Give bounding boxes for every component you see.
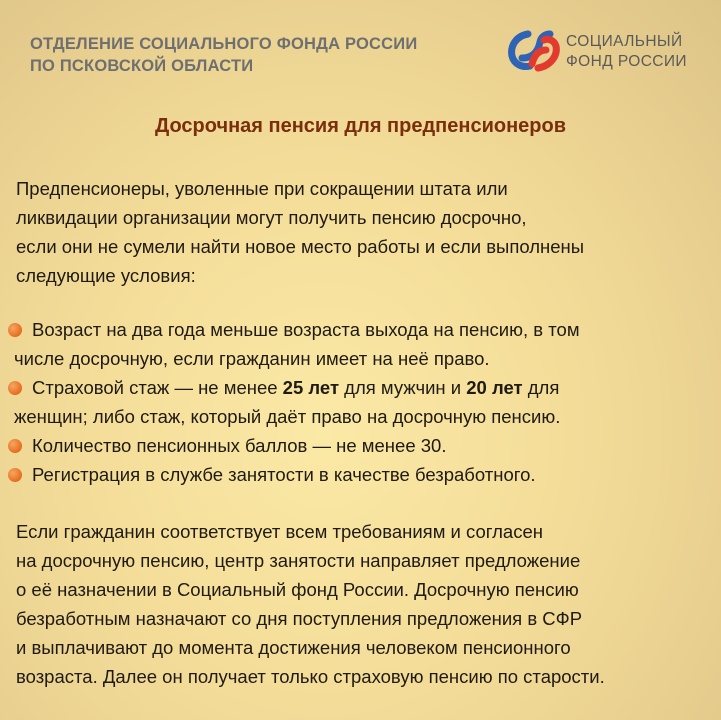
condition-text: Количество пенсионных баллов — не менее 30. bbox=[32, 435, 447, 456]
intro-line: ликвидации организации могут получить пенсию досрочно, bbox=[16, 207, 527, 228]
bullet-dot-icon bbox=[8, 439, 22, 453]
condition-text: женщин; либо стаж, который даёт право на досрочную пенсию. bbox=[14, 406, 561, 427]
bullet-dot-icon bbox=[8, 323, 22, 337]
bullet-dot-icon bbox=[8, 381, 22, 395]
list-item bbox=[8, 315, 713, 373]
intro-line: следующие условия: bbox=[16, 265, 196, 286]
org-name-line1: ОТДЕЛЕНИЕ СОЦИАЛЬНОГО ФОНДА РОССИИ bbox=[30, 35, 418, 53]
page-title: Досрочная пенсия для предпенсионеров bbox=[154, 115, 567, 137]
outro-line: возраста. Далее он получает только страховую пенсию по старости. bbox=[16, 666, 605, 687]
conditions-list bbox=[8, 315, 713, 489]
men-years: 25 лет bbox=[282, 377, 340, 398]
condition-text: для bbox=[522, 377, 560, 398]
outro-paragraph bbox=[16, 517, 716, 691]
intro-line: если они не сумели найти новое место работы и если выполнены bbox=[16, 236, 585, 257]
outro-line: о её назначении в Социальный фонд России. Досрочную пенсию bbox=[16, 579, 579, 600]
outro-line: Если гражданин соответствует всем требованиям и согласен bbox=[16, 521, 543, 542]
logo-text-line2: ФОНД РОССИИ bbox=[566, 53, 687, 70]
list-item bbox=[8, 373, 713, 431]
outro-line: на досрочную пенсию, центр занятости направляет предложение bbox=[16, 550, 581, 571]
org-name-line2: ПО ПСКОВСКОЙ ОБЛАСТИ bbox=[30, 57, 254, 75]
condition-text: Регистрация в службе занятости в качестве безработного. bbox=[32, 464, 536, 485]
outro-line: безработным назначают со дня поступления предложения в СФР bbox=[16, 608, 583, 629]
sfr-logo-icon bbox=[508, 28, 564, 74]
logo-text-line1: СОЦИАЛЬНЫЙ bbox=[566, 33, 683, 50]
outro-line: и выплачивают до момента достижения человеком пенсионного bbox=[16, 637, 571, 658]
condition-text: для мужчин и bbox=[339, 377, 467, 398]
bullet-dot-icon bbox=[8, 468, 22, 482]
intro-line: Предпенсионеры, уволенные при сокращении штата или bbox=[16, 178, 508, 199]
org-name bbox=[30, 33, 417, 77]
condition-text: Возраст на два года меньше возраста выхода на пенсию, в том bbox=[32, 319, 580, 340]
intro-paragraph bbox=[16, 174, 716, 290]
sfr-logo bbox=[508, 28, 708, 78]
list-item bbox=[8, 460, 713, 489]
women-years: 20 лет bbox=[466, 377, 523, 398]
list-item bbox=[8, 431, 713, 460]
logo-text bbox=[566, 32, 687, 72]
condition-text: числе досрочную, если гражданин имеет на неё право. bbox=[14, 348, 490, 369]
condition-text: Страховой стаж — не менее bbox=[32, 377, 283, 398]
